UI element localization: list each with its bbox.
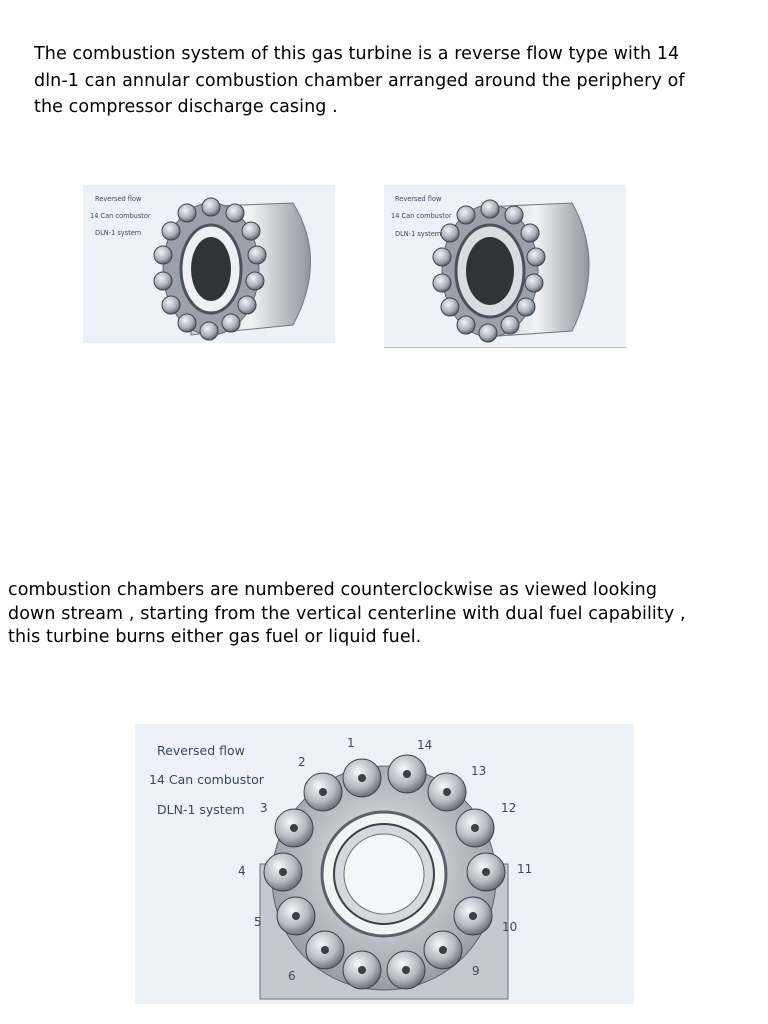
numbering-line: this turbine burns either gas fuel or liquid fuel. bbox=[8, 627, 422, 647]
chamber-number: 5 bbox=[254, 915, 262, 929]
intro-line: The combustion system of this gas turbine is a reverse flow type with 14 bbox=[34, 44, 680, 64]
chamber-number: 14 bbox=[417, 738, 433, 752]
chamber-number: 13 bbox=[471, 764, 487, 778]
combustor-image-oblique-left bbox=[83, 185, 335, 343]
chamber-number: 9 bbox=[472, 964, 480, 978]
chamber-number: 10 bbox=[502, 920, 518, 934]
combustor-image-front-numbered bbox=[135, 724, 634, 1004]
figure-label: 14 Can combustor bbox=[391, 212, 452, 220]
combustor-ring-front-illustration bbox=[135, 724, 634, 1004]
figure-label: Reversed flow bbox=[95, 195, 142, 203]
numbering-line: combustion chambers are numbered counterclockwise as viewed looking bbox=[8, 580, 658, 600]
numbering-paragraph bbox=[8, 579, 758, 650]
intro-line: the compressor discharge casing . bbox=[34, 97, 338, 117]
figure-label: 14 Can combustor bbox=[90, 212, 151, 220]
chamber-number: 1 bbox=[347, 736, 355, 750]
figure-label: DLN-1 system bbox=[395, 230, 442, 238]
numbering-line: down stream , starting from the vertical centerline with dual fuel capability , bbox=[8, 603, 686, 624]
figure-label: Reversed flow bbox=[157, 743, 245, 758]
intro-line: dln-1 can annular combustion chamber arranged around the periphery of bbox=[34, 70, 685, 91]
combustor-ring-illustration bbox=[384, 185, 626, 347]
combustor-ring-illustration bbox=[83, 185, 335, 343]
figure-label: Reversed flow bbox=[395, 195, 442, 203]
chamber-number: 6 bbox=[288, 969, 296, 983]
chamber-number: 12 bbox=[501, 801, 517, 815]
chamber-number: 3 bbox=[260, 801, 268, 815]
figure-label: 14 Can combustor bbox=[149, 772, 264, 787]
chamber-number: 4 bbox=[238, 864, 246, 878]
intro-paragraph bbox=[34, 41, 754, 121]
chamber-number: 11 bbox=[517, 862, 533, 876]
figure-label: DLN-1 system bbox=[95, 229, 142, 237]
chamber-number: 2 bbox=[298, 755, 306, 769]
figure-label: DLN-1 system bbox=[157, 802, 245, 817]
combustor-image-oblique-right bbox=[384, 185, 626, 348]
